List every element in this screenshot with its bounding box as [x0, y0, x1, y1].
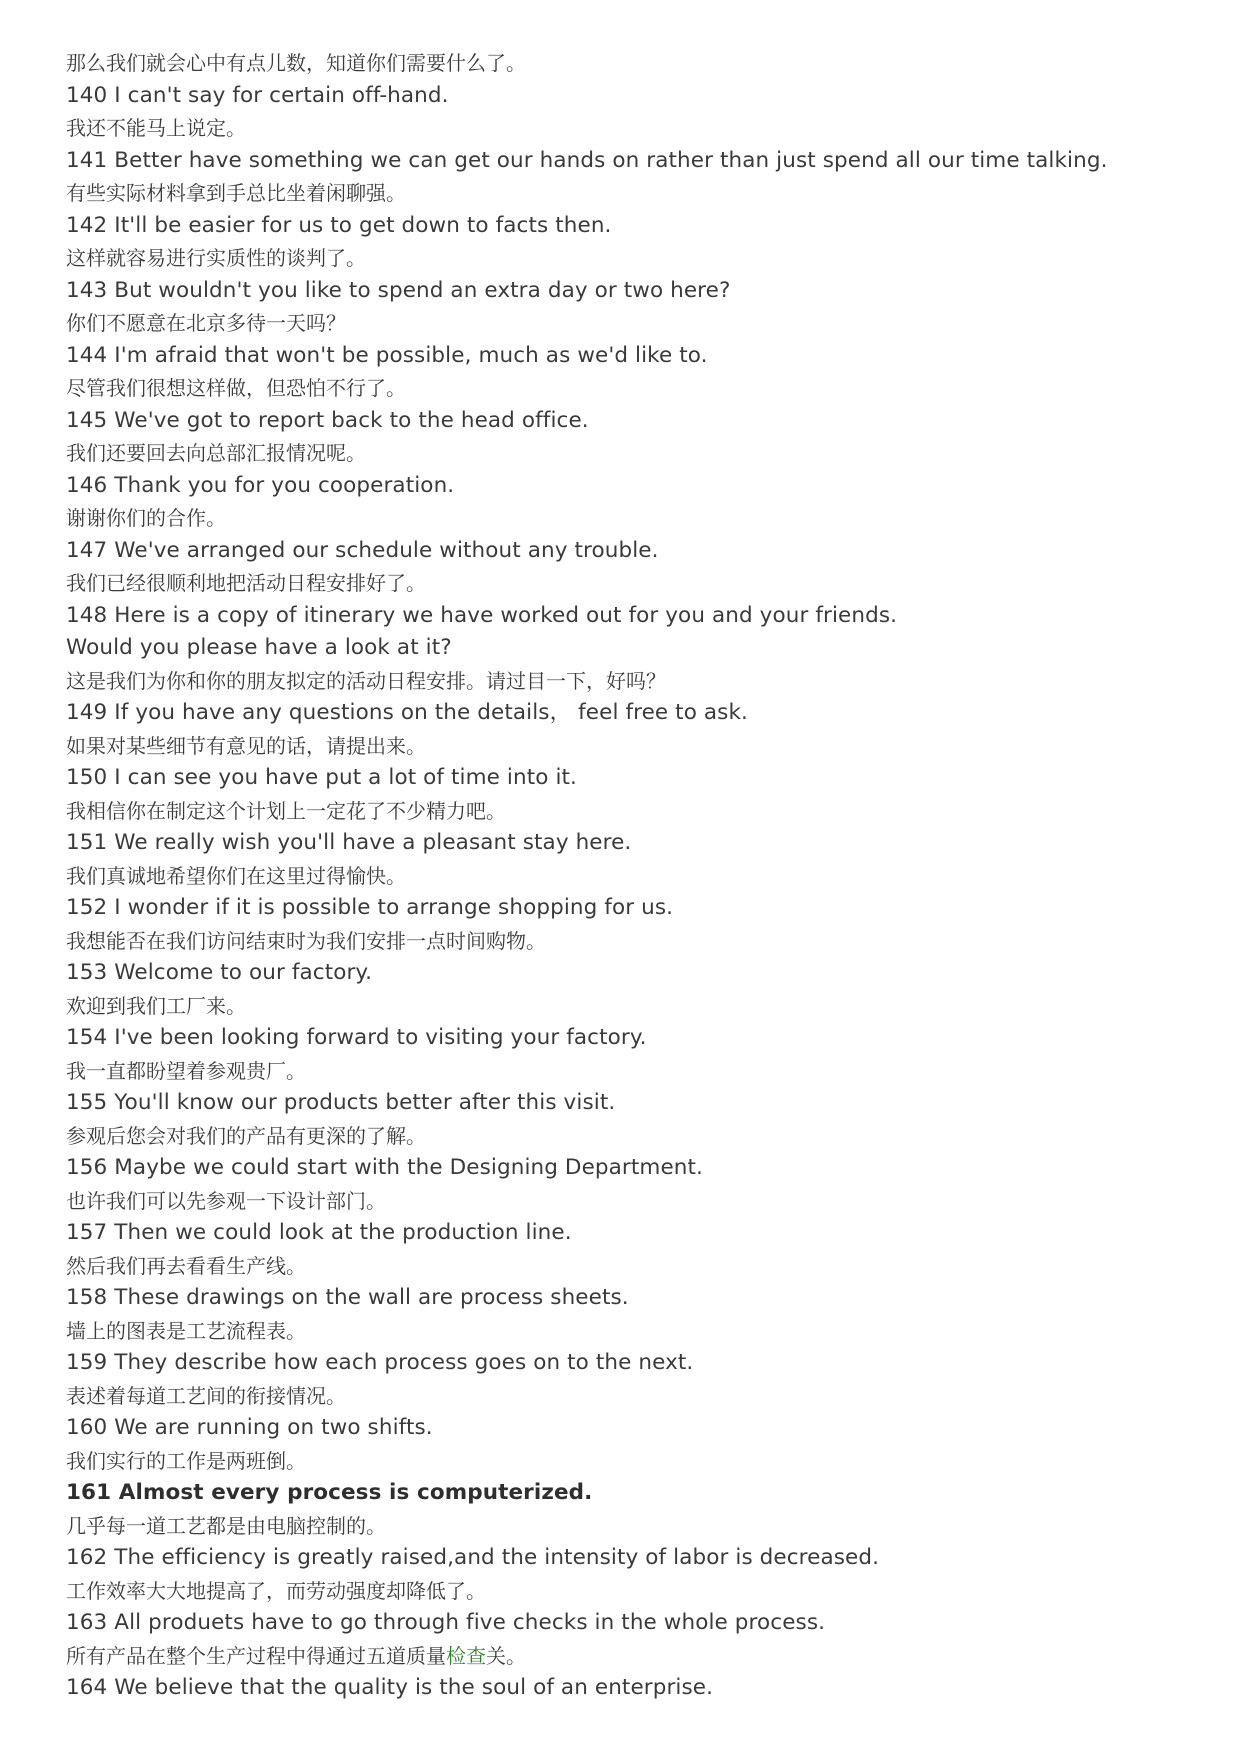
chinese-translation-line	[66, 1640, 1196, 1673]
english-sentence-line: 153 Welcome to our factory.	[66, 960, 373, 985]
english-sentence-line: 148 Here is a copy of itinerary we have worked out for you and your friends.	[66, 602, 898, 628]
english-sentence-line: 164 We believe that the quality is the soul of an enterprise.	[66, 1675, 714, 1700]
chinese-translation-line: 那么我们就会心中有点儿数，知道你们需要什么了。	[66, 51, 526, 75]
chinese-translation-line: 然后我们再去看看生产线。	[66, 1253, 306, 1278]
english-sentence-line: 155 You'll know our products better after this visit.	[66, 1090, 616, 1115]
chinese-translation-line: 欢迎到我们工厂来。	[66, 993, 246, 1018]
chinese-translation-line: 我们已经很顺利地把活动日程安排好了。	[66, 571, 426, 595]
chinese-translation-line: 我想能否在我们访问结束时为我们安排一点时间购物。	[66, 928, 546, 953]
english-sentence-line: 157 Then we could look at the production line.	[66, 1220, 572, 1245]
english-sentence-line: Would you please have a look at it?	[66, 635, 452, 660]
chinese-translation-line: 工作效率大大地提高了，而劳动强度却降低了。	[66, 1578, 486, 1603]
line-text-segment: 所有产品在整个生产过程中得通过五道质量	[66, 1643, 446, 1668]
english-sentence-line: 141 Better have something we can get our hands on rather than just spend all our time talking.	[66, 147, 1108, 173]
chinese-translation-line: 我们实行的工作是两班倒。	[66, 1448, 306, 1473]
document-body	[66, 47, 1196, 1705]
english-sentence-line: 151 We really wish you'll have a pleasant stay here.	[66, 830, 632, 855]
chinese-translation-line: 几乎每一道工艺都是由电脑控制的。	[66, 1513, 386, 1538]
chinese-translation-line: 表述着每道工艺间的衔接情况。	[66, 1383, 346, 1408]
chinese-translation-line: 谢谢你们的合作。	[66, 506, 226, 530]
chinese-translation-line: 有些实际材料拿到手总比坐着闲聊强。	[66, 181, 406, 205]
english-sentence-line: 154 I've been looking forward to visiting your factory.	[66, 1025, 647, 1050]
english-sentence-line: 163 All produets have to go through five checks in the whole process.	[66, 1610, 826, 1635]
chinese-translation-line: 如果对某些细节有意见的话，请提出来。	[66, 733, 426, 758]
english-sentence-line: 162 The efficiency is greatly raised,and the intensity of labor is decreased.	[66, 1545, 880, 1570]
english-sentence-line: 161 Almost every process is computerized.	[66, 1480, 593, 1505]
chinese-translation-line: 我们真诚地希望你们在这里过得愉快。	[66, 863, 406, 888]
chinese-translation-line: 我相信你在制定这个计划上一定花了不少精力吧。	[66, 798, 506, 823]
english-sentence-line: 159 They describe how each process goes on to the next.	[66, 1350, 694, 1375]
highlighted-link-text[interactable]: 检查	[446, 1643, 486, 1668]
english-sentence-line: 145 We've got to report back to the head office.	[66, 407, 589, 433]
english-sentence-line: 149 If you have any questions on the details， feel free to ask.	[66, 700, 748, 725]
english-sentence-line: 152 I wonder if it is possible to arrange shopping for us.	[66, 895, 674, 920]
english-sentence-line: 140 I can't say for certain off-hand.	[66, 82, 449, 108]
english-sentence-line: 143 But wouldn't you like to spend an extra day or two here?	[66, 277, 731, 303]
chinese-translation-line: 这样就容易进行实质性的谈判了。	[66, 246, 366, 270]
chinese-translation-line: 我还不能马上说定。	[66, 116, 246, 140]
chinese-translation-line: 我们还要回去向总部汇报情况呢。	[66, 441, 366, 465]
chinese-translation-line: 你们不愿意在北京多待一天吗？	[66, 311, 346, 335]
english-sentence-line: 156 Maybe we could start with the Designing Department.	[66, 1155, 703, 1180]
english-sentence-line: 158 These drawings on the wall are process sheets.	[66, 1285, 629, 1310]
chinese-translation-line: 参观后您会对我们的产品有更深的了解。	[66, 1123, 426, 1148]
english-sentence-line: 160 We are running on two shifts.	[66, 1415, 433, 1440]
line-text-segment: 关。	[486, 1643, 526, 1668]
english-sentence-line: 147 We've arranged our schedule without any trouble.	[66, 537, 659, 563]
chinese-translation-line: 也许我们可以先参观一下设计部门。	[66, 1188, 386, 1213]
chinese-translation-line: 这是我们为你和你的朋友拟定的活动日程安排。请过目一下，好吗？	[66, 668, 666, 693]
chinese-translation-line: 墙上的图表是工艺流程表。	[66, 1318, 306, 1343]
chinese-translation-line: 尽管我们很想这样做，但恐怕不行了。	[66, 376, 406, 400]
english-sentence-line: 142 It'll be easier for us to get down to facts then.	[66, 212, 612, 238]
english-sentence-line: 146 Thank you for you cooperation.	[66, 472, 455, 498]
chinese-translation-line: 我一直都盼望着参观贵厂。	[66, 1058, 306, 1083]
english-sentence-line: 150 I can see you have put a lot of time into it.	[66, 765, 577, 790]
english-sentence-line: 144 I'm afraid that won't be possible, much as we'd like to.	[66, 342, 708, 368]
